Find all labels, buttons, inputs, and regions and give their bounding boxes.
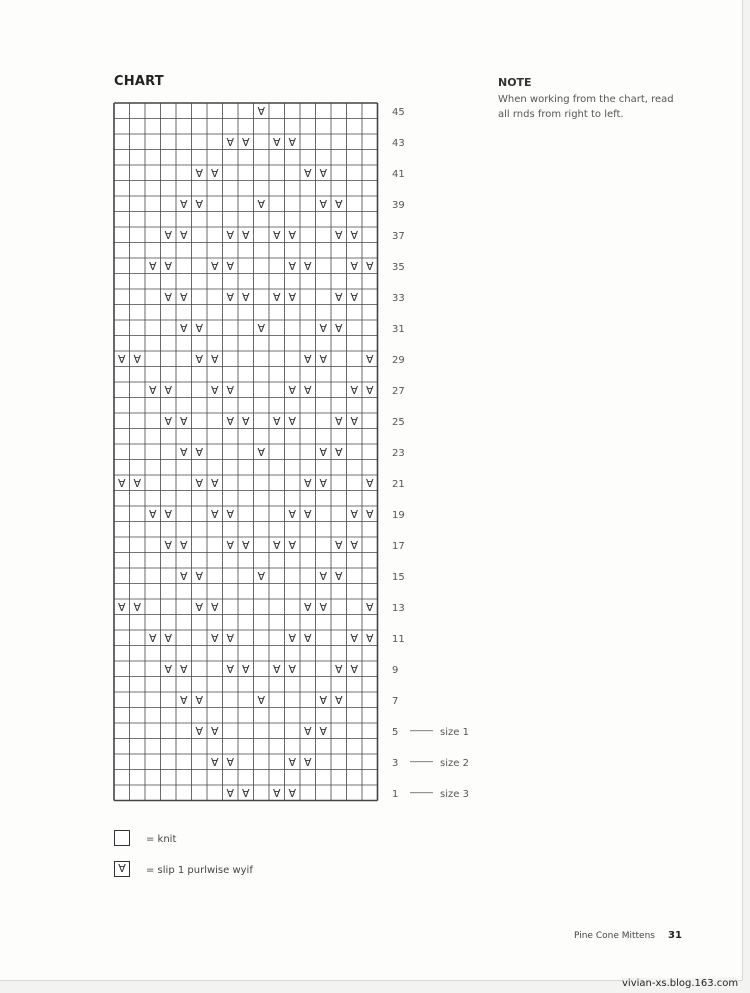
slip-stitch-symbol: ∀	[272, 538, 281, 552]
slip-stitch-symbol: ∀	[226, 631, 235, 645]
slip-stitch-symbol: ∀	[334, 290, 343, 304]
slip-stitch-symbol: ∀	[226, 786, 235, 800]
slip-stitch-symbol: ∀	[365, 507, 374, 521]
slip-stitch-symbol: ∀	[226, 290, 235, 304]
slip-stitch-symbol: ∀	[272, 786, 281, 800]
slip-stitch-symbol: ∀	[164, 631, 173, 645]
slip-stitch-symbol: ∀	[241, 786, 250, 800]
slip-stitch-symbol: ∀	[226, 135, 235, 149]
slip-stitch-symbol: ∀	[334, 228, 343, 242]
slip-stitch-symbol: ∀	[350, 414, 359, 428]
slip-stitch-symbol: ∀	[303, 631, 312, 645]
row-number-label: 43	[392, 137, 405, 149]
row-number-label: 15	[392, 571, 405, 583]
slip-stitch-symbol: ∀	[179, 414, 188, 428]
slip-stitch-symbol: ∀	[334, 445, 343, 459]
slip-stitch-symbol: ∀	[319, 445, 328, 459]
slip-stitch-symbol: ∀	[226, 755, 235, 769]
slip-stitch-symbol: ∀	[195, 724, 204, 738]
slip-stitch-symbol: ∀	[179, 228, 188, 242]
slip-stitch-symbol: ∀	[148, 259, 157, 273]
row-number-label: 35	[392, 261, 405, 273]
slip-stitch-symbol: ∀	[288, 414, 297, 428]
slip-stitch-symbol: ∀	[288, 786, 297, 800]
slip-stitch-symbol: ∀	[334, 693, 343, 707]
row-number-label: 33	[392, 292, 405, 304]
slip-stitch-symbol: ∀	[241, 662, 250, 676]
row-number-label: 41	[392, 168, 405, 180]
slip-stitch-symbol: ∀	[226, 507, 235, 521]
slip-stitch-symbol: ∀	[195, 321, 204, 335]
slip-stitch-symbol: ∀	[257, 197, 266, 211]
row-number-label: 1	[392, 788, 399, 800]
slip-stitch-symbol: ∀	[148, 507, 157, 521]
slip-stitch-symbol: ∀	[179, 197, 188, 211]
slip-stitch-symbol: ∀	[334, 538, 343, 552]
row-number-label: 13	[392, 602, 405, 614]
slip-stitch-symbol: ∀	[365, 476, 374, 490]
slip-stitch-symbol: ∀	[195, 166, 204, 180]
legend-slip-icon: ∀	[114, 861, 130, 877]
slip-stitch-symbol: ∀	[334, 197, 343, 211]
slip-stitch-symbol: ∀	[303, 600, 312, 614]
row-number-label: 17	[392, 540, 405, 552]
legend-knit-label: = knit	[146, 834, 177, 845]
row-number-label: 31	[392, 323, 405, 335]
slip-stitch-symbol: ∀	[195, 476, 204, 490]
slip-stitch-symbol: ∀	[133, 476, 142, 490]
page-number: 31	[668, 930, 682, 941]
slip-stitch-symbol: ∀	[195, 197, 204, 211]
slip-stitch-symbol: ∀	[334, 662, 343, 676]
slip-stitch-symbol: ∀	[226, 228, 235, 242]
slip-stitch-symbol: ∀	[303, 755, 312, 769]
slip-stitch-symbol: ∀	[117, 600, 126, 614]
slip-stitch-symbol: ∀	[303, 352, 312, 366]
slip-stitch-symbol: ∀	[164, 383, 173, 397]
slip-stitch-symbol: ∀	[288, 135, 297, 149]
size-marker-label: size 2	[440, 757, 469, 769]
slip-stitch-symbol: ∀	[164, 414, 173, 428]
slip-stitch-symbol: ∀	[272, 414, 281, 428]
slip-stitch-symbol: ∀	[365, 259, 374, 273]
slip-stitch-symbol: ∀	[179, 321, 188, 335]
slip-stitch-symbol: ∀	[319, 197, 328, 211]
slip-stitch-symbol: ∀	[257, 569, 266, 583]
slip-stitch-symbol: ∀	[257, 321, 266, 335]
slip-stitch-symbol: ∀	[133, 600, 142, 614]
slip-stitch-symbol: ∀	[272, 662, 281, 676]
slip-stitch-symbol: ∀	[164, 507, 173, 521]
slip-stitch-symbol: ∀	[148, 631, 157, 645]
slip-stitch-symbol: ∀	[210, 507, 219, 521]
slip-stitch-symbol: ∀	[288, 228, 297, 242]
slip-stitch-symbol: ∀	[241, 414, 250, 428]
slip-stitch-symbol: ∀	[241, 538, 250, 552]
row-number-label: 11	[392, 633, 405, 645]
row-number-label: 3	[392, 757, 399, 769]
slip-stitch-symbol: ∀	[117, 476, 126, 490]
size-marker-label: size 1	[440, 726, 469, 738]
slip-stitch-symbol: ∀	[350, 507, 359, 521]
slip-stitch-symbol: ∀	[226, 414, 235, 428]
slip-stitch-symbol: ∀	[319, 321, 328, 335]
slip-stitch-symbol: ∀	[257, 693, 266, 707]
slip-stitch-symbol: ∀	[288, 755, 297, 769]
size-marker-label: size 3	[440, 788, 469, 800]
slip-stitch-symbol: ∀	[334, 569, 343, 583]
slip-stitch-symbol: ∀	[303, 259, 312, 273]
slip-stitch-symbol: ∀	[288, 383, 297, 397]
slip-stitch-symbol: ∀	[210, 600, 219, 614]
slip-stitch-symbol: ∀	[148, 383, 157, 397]
slip-stitch-symbol: ∀	[350, 228, 359, 242]
slip-stitch-symbol: ∀	[241, 290, 250, 304]
slip-stitch-symbol: ∀	[226, 662, 235, 676]
slip-stitch-symbol: ∀	[179, 445, 188, 459]
slip-stitch-symbol: ∀	[334, 414, 343, 428]
slip-stitch-symbol: ∀	[179, 693, 188, 707]
slip-stitch-symbol: ∀	[319, 569, 328, 583]
slip-stitch-symbol: ∀	[226, 259, 235, 273]
slip-stitch-symbol: ∀	[210, 352, 219, 366]
slip-stitch-symbol: ∀	[164, 662, 173, 676]
slip-stitch-symbol: ∀	[117, 352, 126, 366]
slip-stitch-symbol: ∀	[210, 166, 219, 180]
slip-stitch-symbol: ∀	[350, 259, 359, 273]
slip-stitch-symbol: ∀	[179, 569, 188, 583]
slip-stitch-symbol: ∀	[288, 259, 297, 273]
slip-stitch-symbol: ∀	[210, 383, 219, 397]
slip-stitch-symbol: ∀	[319, 600, 328, 614]
slip-stitch-symbol: ∀	[350, 290, 359, 304]
slip-stitch-symbol: ∀	[365, 600, 374, 614]
slip-stitch-symbol: ∀	[179, 290, 188, 304]
slip-stitch-symbol: ∀	[195, 693, 204, 707]
slip-stitch-symbol: ∀	[164, 538, 173, 552]
slip-stitch-symbol: ∀	[226, 383, 235, 397]
row-number-label: 19	[392, 509, 405, 521]
slip-stitch-symbol: ∀	[195, 600, 204, 614]
slip-stitch-symbol: ∀	[195, 352, 204, 366]
slip-stitch-symbol: ∀	[195, 569, 204, 583]
slip-stitch-symbol: ∀	[350, 538, 359, 552]
row-number-label: 5	[392, 726, 399, 738]
note-title: NOTE	[498, 76, 532, 89]
slip-stitch-symbol: ∀	[288, 507, 297, 521]
row-number-label: 7	[392, 695, 399, 707]
row-number-label: 37	[392, 230, 405, 242]
slip-stitch-symbol: ∀	[365, 352, 374, 366]
slip-stitch-symbol: ∀	[334, 321, 343, 335]
legend-slip-label: = slip 1 purlwise wyif	[146, 865, 253, 876]
slip-stitch-symbol: ∀	[164, 228, 173, 242]
footer-title: Pine Cone Mittens	[574, 931, 655, 941]
slip-stitch-symbol: ∀	[365, 631, 374, 645]
row-number-label: 39	[392, 199, 405, 211]
slip-stitch-symbol: ∀	[164, 290, 173, 304]
row-number-label: 23	[392, 447, 405, 459]
slip-stitch-symbol: ∀	[288, 662, 297, 676]
row-number-label: 9	[392, 664, 399, 676]
slip-stitch-symbol: ∀	[257, 445, 266, 459]
slip-stitch-symbol: ∀	[303, 383, 312, 397]
slip-stitch-symbol: ∀	[288, 631, 297, 645]
row-number-label: 25	[392, 416, 405, 428]
row-number-label: 27	[392, 385, 405, 397]
slip-stitch-symbol: ∀	[257, 104, 266, 118]
chart-title: CHART	[114, 74, 164, 89]
row-number-label: 45	[392, 106, 405, 118]
slip-stitch-symbol: ∀	[210, 724, 219, 738]
slip-stitch-symbol: ∀	[350, 383, 359, 397]
slip-stitch-symbol: ∀	[210, 631, 219, 645]
slip-stitch-symbol: ∀	[241, 228, 250, 242]
slip-stitch-symbol: ∀	[350, 662, 359, 676]
slip-stitch-symbol: ∀	[319, 352, 328, 366]
slip-stitch-symbol: ∀	[319, 476, 328, 490]
slip-stitch-symbol: ∀	[133, 352, 142, 366]
slip-stitch-symbol: ∀	[164, 259, 173, 273]
slip-stitch-symbol: ∀	[272, 290, 281, 304]
watermark: vivian-xs.blog.163.com	[622, 978, 739, 989]
slip-stitch-symbol: ∀	[303, 166, 312, 180]
slip-stitch-symbol: ∀	[288, 290, 297, 304]
slip-stitch-symbol: ∀	[179, 538, 188, 552]
slip-stitch-symbol: ∀	[319, 724, 328, 738]
slip-stitch-symbol: ∀	[241, 135, 250, 149]
slip-stitch-symbol: ∀	[288, 538, 297, 552]
slip-stitch-symbol: ∀	[210, 259, 219, 273]
slip-stitch-symbol: ∀	[350, 631, 359, 645]
slip-stitch-symbol: ∀	[179, 662, 188, 676]
legend-knit-icon	[114, 830, 130, 846]
slip-stitch-symbol: ∀	[210, 755, 219, 769]
slip-stitch-symbol: ∀	[319, 166, 328, 180]
slip-stitch-symbol: ∀	[210, 476, 219, 490]
slip-stitch-symbol: ∀	[319, 693, 328, 707]
note-body: When working from the chart, read all rnds from right to left.	[498, 94, 674, 120]
slip-stitch-symbol: ∀	[195, 445, 204, 459]
slip-stitch-symbol: ∀	[303, 507, 312, 521]
slip-stitch-symbol: ∀	[272, 135, 281, 149]
slip-stitch-symbol: ∀	[303, 476, 312, 490]
row-number-label: 21	[392, 478, 405, 490]
slip-stitch-symbol: ∀	[226, 538, 235, 552]
slip-stitch-symbol: ∀	[303, 724, 312, 738]
row-number-label: 29	[392, 354, 405, 366]
slip-stitch-symbol: ∀	[272, 228, 281, 242]
slip-stitch-symbol: ∀	[365, 383, 374, 397]
